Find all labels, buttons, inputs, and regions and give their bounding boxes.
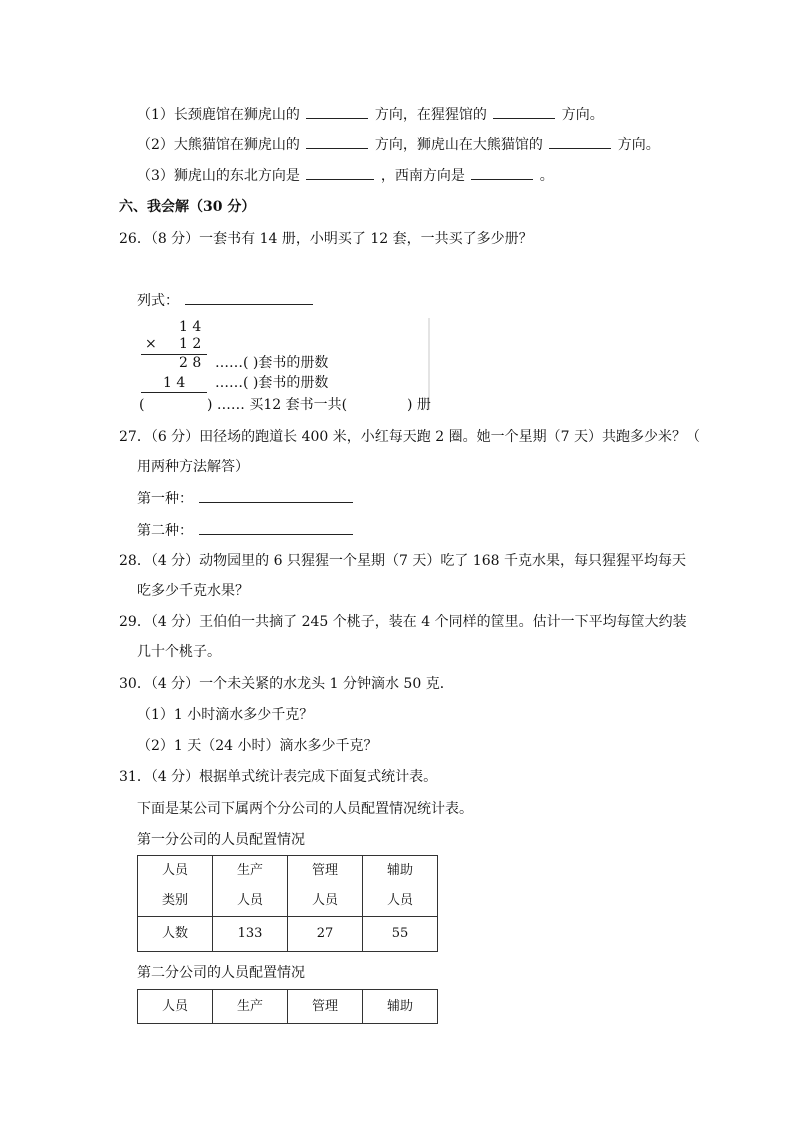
q2-text-a: （2）大熊猫馆在狮虎山的 xyxy=(137,137,300,153)
q1-text-c: 方向。 xyxy=(561,107,604,123)
q2-text-c: 方向。 xyxy=(617,137,660,153)
q2-text-b: 方向，狮虎山在大熊猫馆的 xyxy=(374,137,543,153)
table-cell: 人员 xyxy=(213,886,288,917)
q3-text-c: 。 xyxy=(539,168,554,184)
table-cell: 55 xyxy=(363,917,438,952)
direction-question-3 xyxy=(137,165,554,186)
table-cell: 管理 xyxy=(288,856,363,887)
method-1-label: 第一种： xyxy=(137,491,193,507)
q27-method-1 xyxy=(137,488,355,509)
calc-total-close: ) 册 xyxy=(407,397,431,413)
calc-partial-1-label: ……( )套书的册数 xyxy=(215,355,329,371)
direction-question-1 xyxy=(137,104,604,125)
formula-label: 列式： xyxy=(137,293,179,309)
q2-blank-1[interactable] xyxy=(306,134,368,149)
table-cell: 类别 xyxy=(138,886,213,917)
calc-total-text: ) …… 买12 套书一共( xyxy=(207,397,348,413)
table-1-header-row-2 xyxy=(138,886,438,917)
table-1 xyxy=(137,855,438,952)
q30-text: 30．（4 分）一个未关紧的水龙头 1 分钟滴水 50 克． xyxy=(119,676,454,692)
q26-text: 26．（8 分）一套书有 14 册，小明买了 12 套，一共买了多少册？ xyxy=(119,231,533,247)
calc-partial-1: 2 8 xyxy=(179,355,202,371)
method-1-blank[interactable] xyxy=(199,488,353,503)
q3-blank-2[interactable] xyxy=(471,165,533,180)
table-cell: 生产 xyxy=(213,856,288,887)
q27-text-line2: 用两种方法解答） xyxy=(137,459,249,475)
table-cell: 生产 xyxy=(213,990,288,1024)
q3-text-b: ，西南方向是 xyxy=(380,168,465,184)
q31-intro: 下面是某公司下属两个分公司的人员配置情况统计表。 xyxy=(137,801,473,817)
table-cell: 辅助 xyxy=(363,856,438,887)
calc-partial-2: 1 4 xyxy=(163,375,186,391)
calc-partial-2-label: ……( )套书的册数 xyxy=(215,375,329,391)
table-cell: 人员 xyxy=(363,886,438,917)
calc-total-open: ( xyxy=(139,397,145,413)
q2-blank-2[interactable] xyxy=(549,134,611,149)
q30-sub-2: （2）1 天（24 小时）滴水多少千克？ xyxy=(137,738,378,754)
direction-question-2 xyxy=(137,134,660,155)
table-1-data-row xyxy=(138,917,438,952)
table-cell: 辅助 xyxy=(363,990,438,1024)
table-1-header-row-1 xyxy=(138,856,438,887)
table-2 xyxy=(137,989,438,1024)
table-2-title: 第二分公司的人员配置情况 xyxy=(137,965,305,981)
section-6-heading: 六、我会解（30 分） xyxy=(119,199,256,215)
table-1-title: 第一分公司的人员配置情况 xyxy=(137,832,305,848)
q31-text: 31．（4 分）根据单式统计表完成下面复式统计表。 xyxy=(119,769,438,785)
q1-text-b: 方向，在猩猩馆的 xyxy=(374,107,487,123)
table-cell: 人数 xyxy=(138,917,213,952)
q29-text-line1: 29．（4 分）王伯伯一共摘了 245 个桃子，装在 4 个同样的筐里。估计一下平均每筐大约装 xyxy=(119,614,687,630)
table-cell: 人员 xyxy=(288,886,363,917)
q3-text-a: （3）狮虎山的东北方向是 xyxy=(137,168,300,184)
table-cell: 27 xyxy=(288,917,363,952)
q29-text-line2: 几十个桃子。 xyxy=(137,644,221,660)
method-2-label: 第二种： xyxy=(137,523,193,539)
table-cell: 人员 xyxy=(138,856,213,887)
table-cell: 管理 xyxy=(288,990,363,1024)
calc-times-sign: × xyxy=(145,336,157,352)
q27-method-2 xyxy=(137,520,355,541)
calc-multiplicand: 1 4 xyxy=(179,319,202,335)
q26-formula xyxy=(137,290,315,311)
q27-text-line1: 27．（6 分）田径场的跑道长 400 米，小红每天跑 2 圈。她一个星期（7 天）共跑多少米？（ xyxy=(119,429,700,445)
table-cell: 133 xyxy=(213,917,288,952)
q30-sub-1: （1）1 小时滴水多少千克？ xyxy=(137,707,314,723)
q1-blank-2[interactable] xyxy=(493,104,555,119)
q1-blank-1[interactable] xyxy=(306,104,368,119)
vertical-multiplication xyxy=(137,318,431,414)
calc-rule-2 xyxy=(141,392,207,393)
table-cell: 人员 xyxy=(138,990,213,1024)
q1-text-a: （1）长颈鹿馆在狮虎山的 xyxy=(137,107,300,123)
method-2-blank[interactable] xyxy=(199,520,353,535)
q28-text-line2: 吃多少千克水果？ xyxy=(137,583,249,599)
calc-multiplier: 1 2 xyxy=(179,336,202,352)
formula-blank[interactable] xyxy=(185,290,313,305)
q28-text-line1: 28．（4 分）动物园里的 6 只猩猩一个星期（7 天）吃了 168 千克水果，每只猩猩平均每天 xyxy=(119,553,686,569)
q3-blank-1[interactable] xyxy=(306,165,374,180)
table-2-header-row-1 xyxy=(138,990,438,1024)
